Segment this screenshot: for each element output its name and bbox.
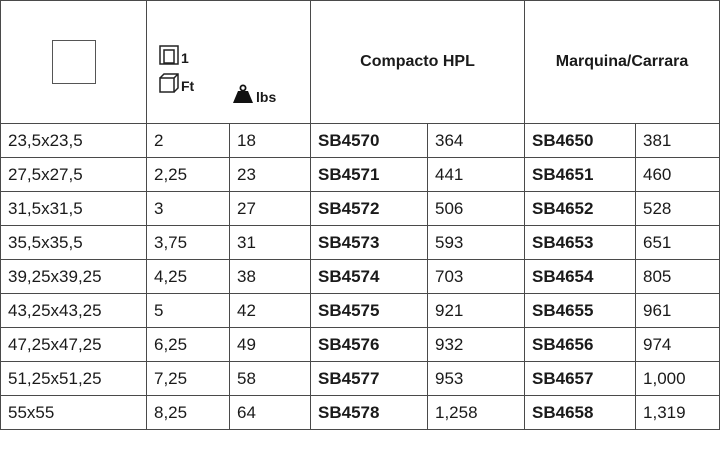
code-cell: SB4576 — [311, 328, 428, 362]
price-cell: 1,000 — [636, 362, 720, 396]
code-cell: SB4577 — [311, 362, 428, 396]
header-row — [1, 1, 720, 124]
code-cell: SB4572 — [311, 192, 428, 226]
table-body — [1, 124, 720, 430]
single-panel-icon — [159, 45, 179, 65]
area-cell: 8,25 — [147, 396, 230, 430]
code-cell: SB4657 — [525, 362, 636, 396]
group-header-marquina: Marquina/Carrara — [525, 1, 720, 124]
price-cell: 921 — [428, 294, 525, 328]
table-row — [1, 226, 720, 260]
table-row — [1, 192, 720, 226]
price-cell: 593 — [428, 226, 525, 260]
price-cell: 364 — [428, 124, 525, 158]
price-cell: 961 — [636, 294, 720, 328]
price-cell: 441 — [428, 158, 525, 192]
table-row — [1, 260, 720, 294]
code-cell: SB4654 — [525, 260, 636, 294]
code-cell: SB4578 — [311, 396, 428, 430]
table-row — [1, 124, 720, 158]
area-unit-label: Ft — [181, 78, 195, 94]
code-cell: SB4653 — [525, 226, 636, 260]
price-cell: 953 — [428, 362, 525, 396]
weight-unit-label: lbs — [256, 89, 277, 105]
area-cell: 7,25 — [147, 362, 230, 396]
price-cell: 703 — [428, 260, 525, 294]
weight-cell: 64 — [230, 396, 311, 430]
code-cell: SB4570 — [311, 124, 428, 158]
price-cell: 1,319 — [636, 396, 720, 430]
price-cell: 506 — [428, 192, 525, 226]
code-cell: SB4652 — [525, 192, 636, 226]
size-cell: 43,25x43,25 — [1, 294, 147, 328]
area-cell: 4,25 — [147, 260, 230, 294]
code-cell: SB4656 — [525, 328, 636, 362]
weight-cell: 23 — [230, 158, 311, 192]
code-cell: SB4571 — [311, 158, 428, 192]
weight-cell: 49 — [230, 328, 311, 362]
price-cell: 1,258 — [428, 396, 525, 430]
weight-cell: 27 — [230, 192, 311, 226]
group-header-compacto: Compacto HPL — [311, 1, 525, 124]
size-cell: 51,25x51,25 — [1, 362, 147, 396]
code-cell: SB4658 — [525, 396, 636, 430]
code-cell: SB4655 — [525, 294, 636, 328]
area-cube-icon — [159, 73, 179, 93]
pieces-label: 1 — [181, 50, 189, 66]
table-row — [1, 294, 720, 328]
size-cell: 35,5x35,5 — [1, 226, 147, 260]
table-row — [1, 362, 720, 396]
area-cell: 3 — [147, 192, 230, 226]
code-cell: SB4573 — [311, 226, 428, 260]
weight-cell: 42 — [230, 294, 311, 328]
table-row — [1, 396, 720, 430]
price-cell: 528 — [636, 192, 720, 226]
weight-cell: 31 — [230, 226, 311, 260]
size-cell: 23,5x23,5 — [1, 124, 147, 158]
price-cell: 651 — [636, 226, 720, 260]
weight-cell: 38 — [230, 260, 311, 294]
area-cell: 2 — [147, 124, 230, 158]
size-cell: 39,25x39,25 — [1, 260, 147, 294]
size-cell: 55x55 — [1, 396, 147, 430]
table-row — [1, 158, 720, 192]
weight-cell: 58 — [230, 362, 311, 396]
code-cell: SB4575 — [311, 294, 428, 328]
price-cell: 805 — [636, 260, 720, 294]
square-size-icon — [52, 40, 96, 84]
code-cell: SB4651 — [525, 158, 636, 192]
price-cell: 381 — [636, 124, 720, 158]
units-header — [147, 1, 311, 124]
size-cell: 27,5x27,5 — [1, 158, 147, 192]
area-cell: 6,25 — [147, 328, 230, 362]
weight-icon — [232, 84, 254, 104]
size-cell: 31,5x31,5 — [1, 192, 147, 226]
code-cell: SB4574 — [311, 260, 428, 294]
code-cell: SB4650 — [525, 124, 636, 158]
area-cell: 2,25 — [147, 158, 230, 192]
weight-cell: 18 — [230, 124, 311, 158]
area-cell: 5 — [147, 294, 230, 328]
table-row — [1, 328, 720, 362]
price-cell: 974 — [636, 328, 720, 362]
size-cell: 47,25x47,25 — [1, 328, 147, 362]
size-header — [1, 1, 147, 124]
price-cell: 460 — [636, 158, 720, 192]
area-cell: 3,75 — [147, 226, 230, 260]
price-cell: 932 — [428, 328, 525, 362]
